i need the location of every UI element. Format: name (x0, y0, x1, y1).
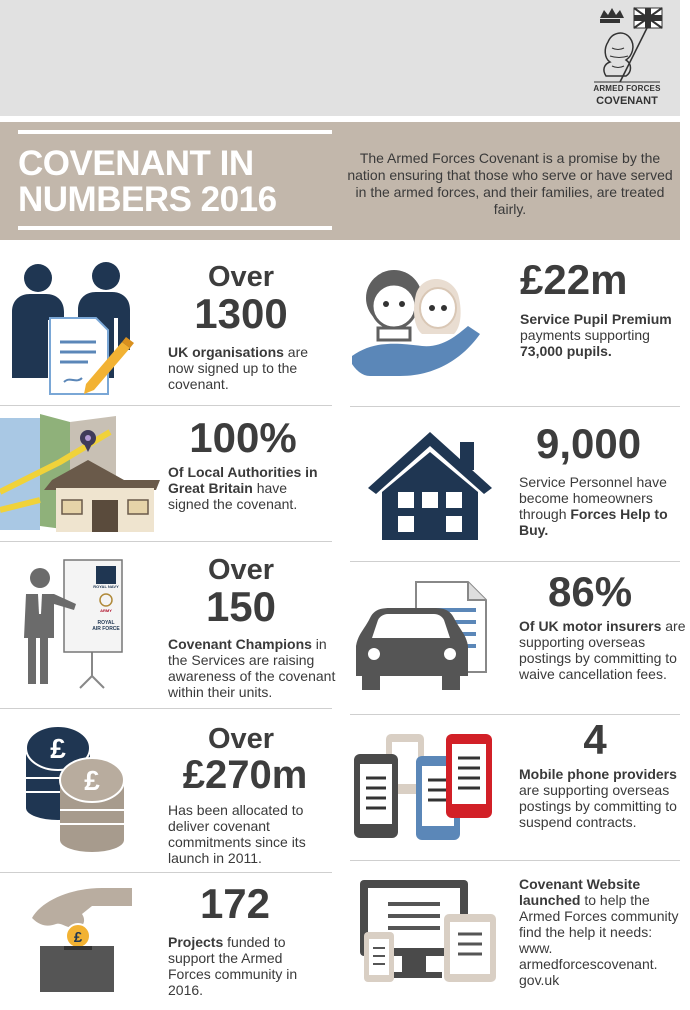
pupil-premium-bold: Service Pupil Premium (520, 311, 672, 327)
organisations-text: are now signed up to the covenant. (168, 344, 309, 392)
armed-forces-covenant-logo (590, 4, 670, 110)
pupil-premium-bold2: 73,000 pupils. (520, 343, 612, 359)
champions-value: 150 (205, 583, 277, 630)
website-description (519, 876, 679, 988)
allocated-description: Has been allocated to deliver covenant commitments since its launch in 2011. (168, 802, 306, 866)
board-navy-label: ROYAL NAVY (93, 584, 119, 589)
insurers-description (519, 618, 689, 682)
logo-line-1: ARMED FORCES (593, 84, 661, 93)
website-bold: Covenant Website launched (519, 876, 641, 908)
champions-text: in the Services are raising awareness of the covenant within their units. (168, 636, 336, 700)
organisations-bold: UK organisations (168, 344, 284, 360)
lion-flag-icon (590, 4, 664, 84)
coins-stack-icon (22, 722, 128, 854)
homeowners-description (519, 474, 689, 538)
divider (0, 541, 332, 542)
local-authorities-text: have signed the covenant. (168, 480, 298, 512)
champions-bold: Covenant Champions (168, 636, 312, 652)
mobile-text: are supporting overseas postings by committing to suspend contracts. (519, 782, 677, 830)
devices-website-icon (356, 876, 506, 986)
pound-icon: £ (50, 733, 66, 764)
hand-coin-icon (28, 880, 138, 998)
allocated-value: £270m (182, 753, 308, 797)
pupil-premium-text: payments supporting (520, 327, 650, 343)
pupil-premium-description (520, 311, 690, 359)
insurers-bold: Of UK motor insurers (519, 618, 662, 634)
insurers-value: 86% (548, 568, 633, 615)
local-authorities-value: 100% (189, 414, 297, 461)
pound-icon: £ (84, 765, 100, 796)
projects-description (168, 934, 328, 998)
insurers-text: are supporting overseas postings by committing to waive cancellation fees. (519, 618, 686, 682)
homeowners-text: Service Personnel have become homeowners through (519, 474, 667, 522)
projects-text: funded to support the Armed Forces community in 2016. (168, 934, 298, 998)
pupil-premium-value: £22m (520, 256, 628, 303)
homeowners-bold: Forces Help to Buy. (519, 506, 668, 538)
champions-description (168, 636, 338, 700)
mobile-description (519, 766, 689, 830)
champions-prefix: Over (207, 554, 275, 586)
banner-description: The Armed Forces Covenant is a promise by the nation ensuring that those who serve or have served in the armed forces, and their families, are treated fairly. (347, 150, 673, 217)
local-authorities-bold: Of Local Authorities in Great Britain (168, 464, 318, 496)
board-army-label: ARMY (100, 608, 112, 613)
divider (350, 860, 680, 861)
divider (0, 872, 332, 873)
projects-value: 172 (199, 880, 271, 927)
people-signing-document-icon (8, 258, 140, 396)
divider (0, 405, 332, 406)
presenter-board-icon (20, 558, 126, 690)
divider (0, 708, 332, 709)
projects-bold: Projects (168, 934, 224, 950)
board-raf-line1: ROYAL (97, 620, 115, 626)
banner-rule-top (18, 130, 332, 134)
homeowners-value: 9,000 (536, 420, 642, 467)
divider (350, 561, 680, 562)
organisations-value: 1300 (194, 290, 288, 337)
mobile-bold: Mobile phone providers (519, 766, 677, 782)
town-hall-map-icon (0, 414, 160, 532)
car-document-icon (352, 580, 492, 696)
mobile-value: 4 (583, 716, 607, 763)
allocated-prefix: Over (207, 723, 275, 755)
banner-rule-bottom (18, 226, 332, 230)
house-icon (366, 428, 494, 542)
board-raf-line2: AIR FORCE (92, 626, 120, 632)
page-title: COVENANT IN NUMBERS 2016 (18, 144, 277, 219)
organisations-description (168, 344, 328, 392)
organisations-prefix: Over (207, 261, 275, 293)
divider (350, 714, 680, 715)
local-authorities-description (168, 464, 328, 512)
divider (350, 406, 680, 407)
logo-line-2: COVENANT (596, 95, 658, 107)
website-text: to help the Armed Forces community find the help it needs: www. armedforcescovenant. gov.uk (519, 892, 679, 988)
mobile-phones-icon (350, 730, 500, 842)
children-in-hand-icon (352, 264, 482, 388)
coin-pound-icon: £ (73, 929, 83, 946)
header-bar (0, 0, 680, 116)
